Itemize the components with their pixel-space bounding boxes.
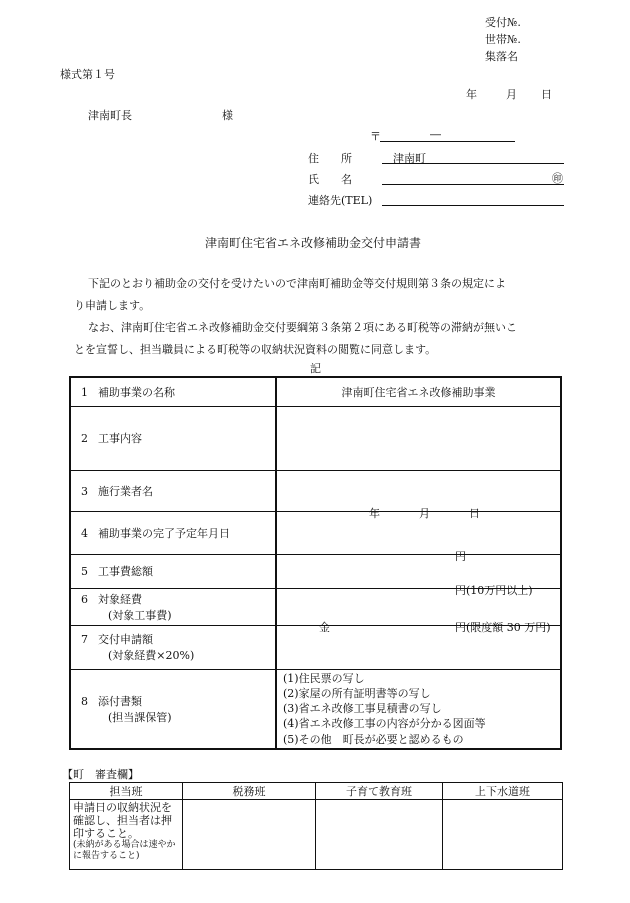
childcare-education-seal-field[interactable] [316,800,443,870]
name-label: 氏 名 [308,173,352,186]
grant-amount-field[interactable]: 金 円(限度額 30 万円) [276,625,561,669]
household-no-label: 世帯№. [485,33,521,46]
column-header: 税務班 [183,783,316,800]
item-label-cell: 6 対象経費 (対象工事費) [70,588,276,625]
table-row [70,377,561,406]
list-item: (1)住民票の写し [283,671,365,685]
postal-mark: 〒 [370,130,381,143]
body-para1-line2: り申請します。 [74,299,151,312]
item-label-cell: 5 工事費総額 [70,554,276,588]
attachments-list [276,669,561,749]
form-number: 様式第１号 [60,68,115,81]
body-para1-line1: 下記のとおり補助金の交付を受けたいので津南町補助金等交付規則第３条の規定によ [88,277,506,290]
business-name-value: 津南町住宅省エネ改修補助事業 [276,377,561,406]
list-item: (4)省エネ改修工事の内容が分かる図面等 [283,717,486,731]
receipt-no-label: 受付№. [485,16,521,29]
postal-dash: ― [430,128,441,141]
addressee-honorific: 様 [222,109,233,122]
postal-code-field[interactable] [380,141,515,142]
list-item: (3)省エネ改修工事見積書の写し [283,702,442,716]
body-para2-line2: とを宣誓し、担当職員による町税等の収納状況資料の閲覧に同意します。 [74,343,437,356]
document-title: 津南町住宅省エネ改修補助金交付申請書 [205,236,422,250]
tax-section-seal-field[interactable] [183,800,316,870]
date-day-label: 日 [541,88,552,101]
table-row [70,470,561,511]
item-label-cell: 3 施行業者名 [70,470,276,511]
contact-field[interactable] [382,205,564,206]
total-cost-field[interactable]: 円 [276,554,561,588]
contact-label: 連絡先(TEL) [308,194,373,207]
table-row [70,511,561,554]
item-label-cell: 4 補助事業の完了予定年月日 [70,511,276,554]
body-para2-line1: なお、津南町住宅省エネ改修補助金交付要綱第３条第２項にある町税等の滞納が無いこ [88,321,517,334]
column-header: 担当班 [70,783,183,800]
address-label: 住 所 [308,152,352,165]
date-year-label: 年 [466,88,477,101]
seal-mark: ㊞ [552,172,563,185]
address-value: 津南町 [393,152,426,165]
column-header: 子育て教育班 [316,783,443,800]
water-sewer-seal-field[interactable] [443,800,563,870]
list-item: (5)その他 町長が必要と認めるもの [283,732,464,746]
application-items-table [69,376,562,750]
addressee-name: 津南町長 [88,109,132,122]
table-row [70,800,563,870]
table-row [70,783,563,800]
date-month-label: 月 [506,88,517,101]
item-label-cell: 1 補助事業の名称 [70,377,276,406]
table-row [70,625,561,669]
table-row [70,406,561,470]
ki-mark: 記 [310,362,321,375]
address-field[interactable] [382,163,564,164]
column-header: 上下水道班 [443,783,563,800]
completion-date-field[interactable]: 年 月 日 [276,511,561,554]
village-name-label: 集落名 [485,50,518,63]
item-label-cell: 2 工事内容 [70,406,276,470]
work-content-field[interactable] [276,406,561,470]
review-table [69,782,563,870]
item-label-cell: 8 添付書類 (担当課保管) [70,669,276,749]
name-field[interactable] [382,184,564,185]
table-row [70,669,561,749]
review-note-cell: 申請日の収納状況を確認し、担当者は押印すること。 (未納がある場合は速やかに報告すること) [70,800,183,870]
list-item: (2)家屋の所有証明書等の写し [283,686,431,700]
item-label-cell: 7 交付申請額 (対象経費×20%) [70,625,276,669]
eligible-cost-field[interactable]: 円(10万円以上) [276,588,561,625]
review-heading: 【町 審査欄】 [62,768,139,781]
